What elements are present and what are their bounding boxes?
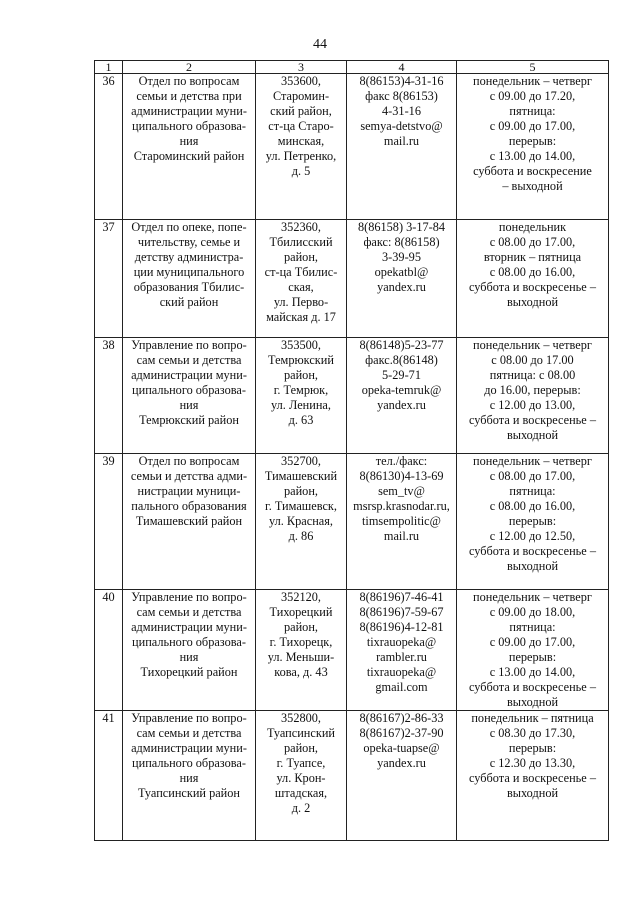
cell-line: Тихорецкий район <box>140 665 238 679</box>
table-row <box>95 338 609 454</box>
registry-table <box>94 60 609 841</box>
cell-line: Тимашевский <box>264 469 338 483</box>
cell-line: 3-39-95 <box>382 250 421 264</box>
cell-line: Управление по вопро- <box>131 590 247 604</box>
cell-line: ст-ца Старо- <box>268 119 334 133</box>
cell-line: Темрюкский район <box>139 413 239 427</box>
cell-line: суббота и воскресенье – <box>469 680 596 694</box>
cell-line: Туапсинский <box>267 726 335 740</box>
cell-line: понедельник – четверг <box>473 74 592 88</box>
working-hours-cell <box>457 220 609 338</box>
address-cell <box>256 220 347 338</box>
cell-line: район, <box>284 484 318 498</box>
cell-line: выходной <box>506 695 559 709</box>
cell-line: с 08.00 до 17.00, <box>489 469 576 483</box>
organization-cell <box>123 338 256 454</box>
cell-line: пятница: <box>509 104 556 118</box>
cell-line: понедельник – четверг <box>473 454 592 468</box>
cell-line: факс.8(86148) <box>365 353 438 367</box>
contacts-cell <box>347 338 457 454</box>
cell-line: суббота и воскресенье – <box>469 413 596 427</box>
cell-line: с 13.00 до 14.00, <box>489 149 576 163</box>
cell-line: администрации муни- <box>131 741 247 755</box>
cell-line: с 09.00 до 17.20, <box>489 89 576 103</box>
cell-line: ния <box>179 771 199 785</box>
cell-line: понедельник – пятница <box>471 711 594 725</box>
cell-line: понедельник – четверг <box>473 590 592 604</box>
cell-line: д. 5 <box>291 164 311 178</box>
cell-line: yandex.ru <box>377 756 426 770</box>
cell-line: до 16.00, перерыв: <box>484 383 581 397</box>
cell-line: перерыв: <box>508 134 557 148</box>
row-number-cell: 38 <box>95 338 123 454</box>
cell-line: штадская, <box>274 786 328 800</box>
cell-line: сам семьи и детства <box>136 605 242 619</box>
cell-line: 8(86167)2-86-33 <box>359 711 444 725</box>
cell-line: 352700, <box>281 454 321 468</box>
cell-line: – выходной <box>502 179 563 193</box>
organization-cell <box>123 220 256 338</box>
cell-line: ул. Перво- <box>273 295 329 309</box>
column-header-organization: 2 <box>123 61 256 74</box>
column-header-hours: 5 <box>457 61 609 74</box>
cell-line: ул. Меньши- <box>267 650 335 664</box>
cell-line: г. Тимашевск, <box>265 499 337 513</box>
cell-line: opekatbl@ <box>374 265 429 279</box>
cell-line: 8(86130)4-13-69 <box>359 469 444 483</box>
cell-line: факс 8(86153) <box>365 89 438 103</box>
address-cell <box>256 590 347 711</box>
cell-line: Отдел по вопросам <box>138 74 240 88</box>
cell-line: суббота и воскресенье – <box>469 771 596 785</box>
organization-cell <box>123 74 256 220</box>
working-hours-cell <box>457 74 609 220</box>
cell-line: ципального образова- <box>132 119 246 133</box>
cell-line: д. 63 <box>288 413 314 427</box>
working-hours-cell <box>457 590 609 711</box>
cell-line: чительству, семье и <box>137 235 241 249</box>
cell-line: tixrauopeka@ <box>366 665 437 679</box>
cell-line: г. Темрюк, <box>273 383 329 397</box>
contacts-cell <box>347 74 457 220</box>
cell-line: район, <box>284 741 318 755</box>
row-number-cell: 39 <box>95 454 123 590</box>
cell-line: 352360, <box>281 220 321 234</box>
cell-line: перерыв: <box>508 514 557 528</box>
cell-line: sem_tv@ <box>378 484 425 498</box>
cell-line: д. 86 <box>288 529 314 543</box>
cell-line: выходной <box>506 559 559 573</box>
cell-line: Темрюкский <box>268 353 334 367</box>
cell-line: г. Туапсе, <box>276 756 326 770</box>
cell-line: с 09.00 до 17.00, <box>489 635 576 649</box>
cell-line: 8(86153)4-31-16 <box>359 74 444 88</box>
cell-line: администрации муни- <box>131 104 247 118</box>
cell-line: администрации муни- <box>131 620 247 634</box>
cell-line: 8(86167)2-37-90 <box>359 726 444 740</box>
working-hours-cell <box>457 338 609 454</box>
cell-line: Староминский район <box>133 149 245 163</box>
row-number-cell: 36 <box>95 74 123 220</box>
cell-line: timsempolitic@ <box>362 514 441 528</box>
cell-line: semya-detstvo@ <box>360 119 443 133</box>
cell-line: Управление по вопро- <box>131 338 247 352</box>
cell-line: с 09.00 до 17.00, <box>489 119 576 133</box>
cell-line: 4-31-16 <box>382 104 421 118</box>
cell-line: с 12.00 до 12.50, <box>489 529 576 543</box>
working-hours-cell <box>457 454 609 590</box>
cell-line: ский район <box>159 295 219 309</box>
table-row <box>95 220 609 338</box>
cell-line: с 13.00 до 14.00, <box>489 665 576 679</box>
contacts-cell <box>347 220 457 338</box>
cell-line: msrsp.krasnodar.ru, <box>353 499 450 513</box>
cell-line: вторник – пятница <box>483 250 582 264</box>
cell-line: пятница: с 08.00 <box>489 368 576 382</box>
table-row <box>95 590 609 711</box>
organization-cell <box>123 711 256 841</box>
cell-line: rambler.ru <box>376 650 427 664</box>
cell-line: район, <box>284 368 318 382</box>
cell-line: 353600, <box>281 74 321 88</box>
cell-line: с 08.00 до 17.00 <box>491 353 574 367</box>
cell-line: тел./факс: <box>375 454 428 468</box>
cell-line: сам семьи и детства <box>136 353 242 367</box>
cell-line: ул. Ленина, <box>271 398 331 412</box>
cell-line: Старомин- <box>272 89 330 103</box>
cell-line: gmail.com <box>375 680 428 694</box>
cell-line: понедельник <box>498 220 567 234</box>
cell-line: факс: 8(86158) <box>363 235 440 249</box>
cell-line: перерыв: <box>508 741 557 755</box>
table-row <box>95 454 609 590</box>
cell-line: с 08.00 до 16.00, <box>489 265 576 279</box>
cell-line: ул. Красная, <box>269 514 333 528</box>
cell-line: yandex.ru <box>377 280 426 294</box>
cell-line: ципального образова- <box>132 635 246 649</box>
address-cell <box>256 74 347 220</box>
cell-line: понедельник – четверг <box>473 338 592 352</box>
cell-line: ния <box>179 650 199 664</box>
cell-line: пального образования <box>131 499 247 513</box>
cell-line: кова, д. 43 <box>274 665 328 679</box>
column-header-contacts: 4 <box>347 61 457 74</box>
organization-cell <box>123 590 256 711</box>
cell-line: Туапсинский район <box>138 786 240 800</box>
cell-line: суббота и воскресенье – <box>469 280 596 294</box>
cell-line: 352120, <box>281 590 321 604</box>
table-body <box>95 74 609 841</box>
cell-line: суббота и воскресенье – <box>469 544 596 558</box>
column-header-address: 3 <box>256 61 347 74</box>
cell-line: ул. Крон- <box>276 771 326 785</box>
cell-line: район, <box>284 620 318 634</box>
cell-line: Тихорецкий <box>269 605 333 619</box>
cell-line: майская д. 17 <box>266 310 336 324</box>
contacts-cell <box>347 454 457 590</box>
cell-line: 5-29-71 <box>382 368 421 382</box>
cell-line: mail.ru <box>383 529 420 543</box>
cell-line: 352800, <box>281 711 321 725</box>
row-number-cell: 41 <box>95 711 123 841</box>
cell-line: ципального образова- <box>132 383 246 397</box>
cell-line: Управление по вопро- <box>131 711 247 725</box>
cell-line: ния <box>179 134 199 148</box>
address-cell <box>256 711 347 841</box>
address-cell <box>256 338 347 454</box>
cell-line: ципального образова- <box>132 756 246 770</box>
cell-line: выходной <box>506 786 559 800</box>
row-number-cell: 40 <box>95 590 123 711</box>
cell-line: Отдел по вопросам <box>138 454 240 468</box>
cell-line: ции муниципального <box>133 265 245 279</box>
address-cell <box>256 454 347 590</box>
cell-line: семьи и детства адми- <box>130 469 248 483</box>
header-row <box>95 61 609 74</box>
table-row <box>95 711 609 841</box>
cell-line: детству администра- <box>134 250 244 264</box>
cell-line: пятница: <box>509 620 556 634</box>
contacts-cell <box>347 711 457 841</box>
cell-line: район, <box>284 250 318 264</box>
page-number: 44 <box>313 37 327 52</box>
cell-line: Тимашевский район <box>135 514 243 528</box>
cell-line: д. 2 <box>291 801 311 815</box>
cell-line: образования Тбилис- <box>133 280 245 294</box>
row-number-cell: 37 <box>95 220 123 338</box>
cell-line: суббота и воскресение <box>473 164 592 178</box>
cell-line: ский район, <box>270 104 332 118</box>
cell-line: с 12.00 до 13.00, <box>489 398 576 412</box>
cell-line: 8(86196)7-46-41 <box>359 590 444 604</box>
cell-line: выходной <box>506 428 559 442</box>
cell-line: нистрации муници- <box>137 484 241 498</box>
cell-line: сам семьи и детства <box>136 726 242 740</box>
cell-line: выходной <box>506 295 559 309</box>
cell-line: с 09.00 до 18.00, <box>489 605 576 619</box>
cell-line: с 08.00 до 16.00, <box>489 499 576 513</box>
cell-line: перерыв: <box>508 650 557 664</box>
cell-line: администрации муни- <box>131 368 247 382</box>
cell-line: 8(86158) 3-17-84 <box>357 220 446 234</box>
cell-line: ния <box>179 398 199 412</box>
cell-line: opeka-tuapse@ <box>363 741 440 755</box>
cell-line: пятница: <box>509 484 556 498</box>
contacts-cell <box>347 590 457 711</box>
cell-line: с 12.30 до 13.30, <box>489 756 576 770</box>
cell-line: семьи и детства при <box>136 89 242 103</box>
cell-line: 8(86148)5-23-77 <box>359 338 444 352</box>
cell-line: mail.ru <box>383 134 420 148</box>
working-hours-cell <box>457 711 609 841</box>
cell-line: opeka-temruk@ <box>361 383 442 397</box>
cell-line: Отдел по опеке, попе- <box>131 220 247 234</box>
cell-line: ст-ца Тбилис- <box>264 265 338 279</box>
cell-line: ул. Петренко, <box>265 149 337 163</box>
table-row <box>95 74 609 220</box>
cell-line: г. Тихорецк, <box>269 635 333 649</box>
cell-line: минская, <box>277 134 325 148</box>
cell-line: ская, <box>288 280 314 294</box>
cell-line: Тбилисский <box>269 235 333 249</box>
cell-line: tixrauopeka@ <box>366 635 437 649</box>
cell-line: yandex.ru <box>377 398 426 412</box>
cell-line: с 08.00 до 17.00, <box>489 235 576 249</box>
cell-line: с 08.30 до 17.30, <box>489 726 576 740</box>
column-header-number: 1 <box>95 61 123 74</box>
cell-line: 8(86196)4-12-81 <box>359 620 444 634</box>
organization-cell <box>123 454 256 590</box>
cell-line: 353500, <box>281 338 321 352</box>
cell-line: 8(86196)7-59-67 <box>359 605 444 619</box>
